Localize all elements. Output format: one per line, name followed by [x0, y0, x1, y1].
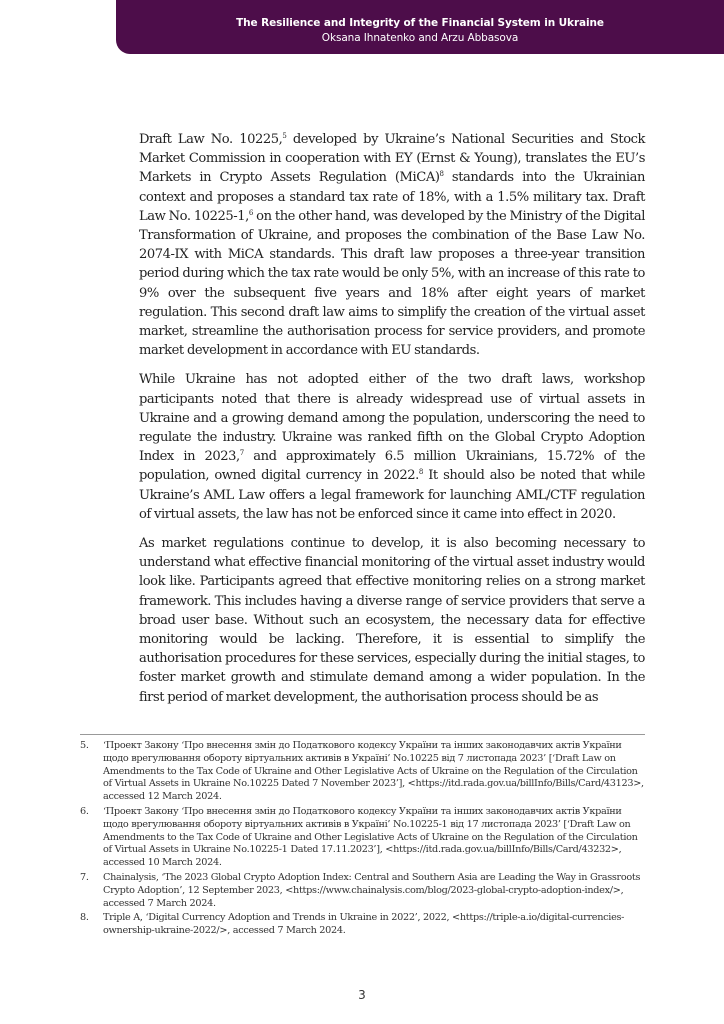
- header-authors: Oksana Ihnatenko and Arzu Abbasova: [321, 32, 519, 44]
- footnote-number: 5.: [80, 740, 89, 751]
- main-body: [139, 130, 645, 717]
- footnote-ref-6[interactable]: 6: [248, 208, 253, 217]
- page-number: 3: [358, 988, 366, 1002]
- footnotes: [80, 740, 645, 940]
- footnote-ref-5[interactable]: 5: [282, 132, 287, 140]
- paragraph-adoption: [139, 370, 645, 524]
- running-header: [116, 0, 724, 54]
- header-title: The Resilience and Integrity of the Financial System in Ukraine: [236, 17, 604, 29]
- paragraph-monitoring: As market regulations continue to develop, it is also becoming necessary to understand what effective financial monitoring of the virtual asset industry would look like. Participants agreed that effective monitoring relies on a strong market framework. This includes having a diverse range of service providers that serve a broad user base. Without such an ecosystem, the necessary data for effective monitoring would be lacking. Therefore, it is essential to simplify the authorisation procedures for these services, especially during the initial stages, to foster market growth and stimulate demand among a wider population. In the first period of market development, the authorisation process should be as: [139, 536, 645, 705]
- footnote-ref-7[interactable]: 7: [239, 449, 244, 458]
- text-run: While Ukraine has not adopted either of the two draft laws, workshop participants noted that there is already widespread use of virtual assets in Ukraine and a growing demand among the population, underscoring the need to regulate the industry. Ukraine was ranked fifth on the Global Crypto Adoption Index in 2023,: [139, 372, 645, 465]
- footnote-number: 6.: [80, 805, 89, 817]
- paragraph-draft-laws: [139, 130, 645, 360]
- footnote-ref-8[interactable]: 8: [418, 468, 423, 477]
- footnote-divider: [80, 734, 645, 735]
- text-run: on the other hand, was developed by the Ministry of the Digital Transformation of Ukraine, and proposes the combination of the Base Law No. 2074-IX with MiCA standards. This draft law proposes a three-year transition period during which the tax rate would be only 5%, with an increase of this rate to 9% over the subsequent five years and 18% after eight years of market regulation. This second draft law aims to simplify the creation of the virtual asset market, streamline the authorisation process for service providers, and promote market development in accordance with EU standards.: [139, 208, 645, 359]
- footnote-text: Triple A, ‘Digital Currency Adoption and Trends in Ukraine in 2022’, 2022, <https://triple-a.io/digital-currencies-ownership-ukraine-2022/>, accessed 7 March 2024.: [103, 912, 625, 937]
- footnote-text: ‘Проект Закону ‘Про внесення змін до Податкового кодексу України та інших законодавчих актів України щодо врегулювання обороту віртуальних активів в Україні’ No.10225 від 7 листопада 2023’ [‘Draft Law on Amendments to the Tax Code of Ukraine and Other Legislative Acts of Ukraine on the Regulation of the Circulation of Virtual Assets in Ukraine No.10225 Dated 7 November 2023’], <https://itd.rada.gov.ua/billInfo/Bills/Card/43123>, accessed 12 March 2024.: [103, 740, 644, 803]
- footnote-number: 8.: [80, 912, 89, 924]
- footnote-text: ‘Проект Закону ‘Про внесення змін до Податкового кодексу України та інших законодавчих актів України щодо врегулювання обороту віртуальних активів в Україні’ No.10225-1 від 17 листопада 2023’ [‘Draft Law on Amendments to the Tax Code of Ukraine and Other Legislative Acts of Ukraine on the Regulation of the Circulation of Virtual Assets in Ukraine No.10225-1 Dated 17.11.2023’], <https://itd.rada.gov.ua/billInfo/Bills/Card/43232>, accessed 10 March 2024.: [103, 805, 638, 869]
- text-run: Draft Law No. 10225,: [139, 132, 283, 147]
- text-run: It should also be noted that while Ukraine’s AML Law offers a legal framework for launching AML/CTF regulation of virtual assets, the law has not be enforced since it came into effect in 2020.: [139, 468, 645, 522]
- footnote-text: Chainalysis, ‘The 2023 Global Crypto Adoption Index: Central and Southern Asia are Leading the Way in Grassroots Crypto Adoption’, 12 September 2023, <https://www.chainalysis.com/blog/2023-global-crypto-adoption-index/>, accessed 7 March 2024.: [103, 871, 641, 909]
- footnote-ref-8[interactable]: 8: [439, 170, 444, 179]
- footnote-number: 7.: [80, 871, 89, 883]
- footnote-item: [80, 806, 645, 870]
- footnote-item: [80, 872, 645, 910]
- text-run: standards into the Ukrainian context and proposes a standard tax rate of 18%, with a 1.5% military tax. Draft Law No. 10225-1,: [139, 170, 645, 224]
- footnote-item: [80, 740, 645, 804]
- text-run: developed by Ukraine’s National Securities and Stock Market Commission in cooperation with EY (Ernst & Young), translates the EU’s Markets in Crypto Assets Regulation (MiCA): [139, 132, 645, 186]
- footnote-item: [80, 912, 645, 938]
- text-run: and approximately 6.5 million Ukrainians, 15.72% of the population, owned digital currency in 2022.: [139, 449, 645, 484]
